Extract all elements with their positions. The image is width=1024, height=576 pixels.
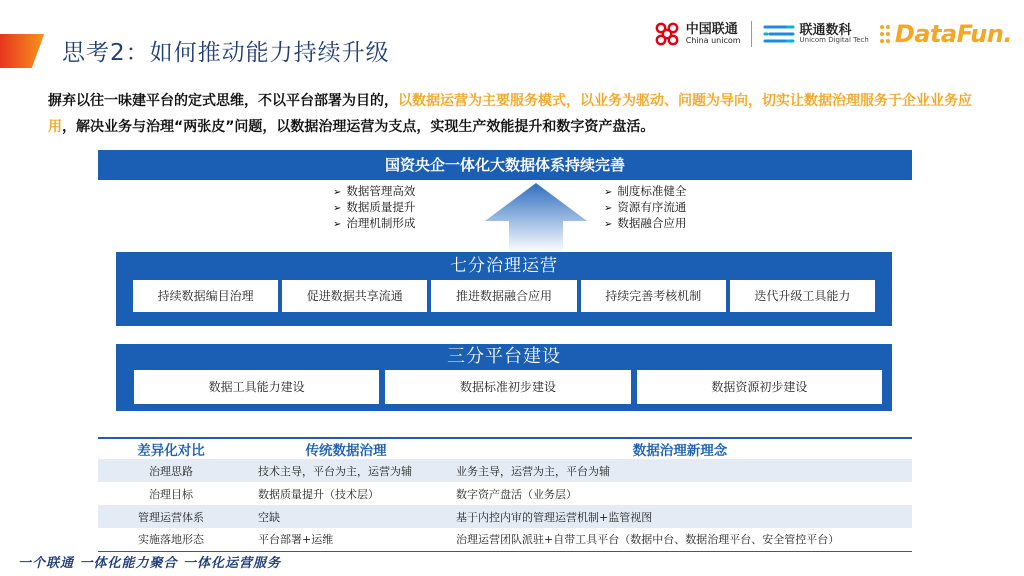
operation-panel [116,252,892,326]
outcomes-left-list [333,184,415,232]
table-cell: 实施落地形态 [138,533,204,547]
datafun-wordmark: DataFun. [894,20,1012,48]
unicom-digital-name-cn: 联通数科 [799,22,852,38]
platform-item: 数据工具能力建设 [134,370,379,404]
table-header: 传统数据治理 [305,443,387,459]
operation-item: 促进数据共享流通 [282,280,427,312]
platform-item: 数据资源初步建设 [637,370,882,404]
table-header: 数据治理新理念 [632,443,728,459]
table-row [98,505,912,528]
operation-item: 持续完善考核机制 [581,280,726,312]
list-item: ➢ 治理机制形成 [333,216,415,232]
unicom-digital-wave-icon [762,22,796,46]
footer-slogan: 一个联通 一体化能力聚合 一体化运营服务 [18,556,282,571]
operation-panel-title: 七分治理运营 [450,256,558,276]
table-cell: 治理目标 [149,487,193,501]
operation-item: 推进数据融合应用 [431,280,576,312]
goal-banner: 国资央企一体化大数据体系持续完善 [98,150,912,180]
intro-part-1: 摒弃以往一味建平台的定式思维，不以平台部署为目的， [48,93,398,109]
table-cell: 数据质量提升（技术层） [258,487,379,501]
operation-item: 迭代升级工具能力 [730,280,875,312]
intro-paragraph [48,88,998,140]
list-item: ➢ 制度标准健全 [604,184,686,200]
platform-item: 数据标准初步建设 [385,370,630,404]
platform-panel-title: 三分平台建设 [447,346,561,367]
intro-highlight: 以数据运营为主要服务模式，以业务为驱动、问题为导向，切实让数据治理服务于企业业务应用 [48,93,972,135]
table-cell: 业务主导，运营为主，平台为辅 [456,464,610,478]
table-cell: 技术主导，平台为主，运营为辅 [258,464,412,478]
table-cell: 治理思路 [149,464,193,478]
operation-item: 持续数据编目治理 [133,280,278,312]
outcomes-right-list [604,184,686,232]
table-cell: 管理运营体系 [138,510,204,524]
intro-part-2: ，解决业务与治理“两张皮”问题，以数据治理运营为支点，实现生产效能提升和数字资产盘活。 [62,119,655,135]
table-row [98,528,912,551]
table-row [98,459,912,482]
platform-panel [116,344,892,411]
logo-group [652,16,1012,52]
page-title: 思考2：如何推动能力持续升级 [62,40,390,66]
title-accent-bar [0,34,44,68]
list-item: ➢ 数据融合应用 [604,216,686,232]
china-unicom-knot-icon [652,19,682,49]
list-item: ➢ 数据管理高效 [333,184,415,200]
table-cell: 平台部署+运维 [258,533,334,547]
unicom-digital-name-en: Unicom Digital Tech [799,36,869,45]
list-item: ➢ 资源有序流通 [604,200,686,216]
platform-item-row [116,370,892,404]
table-cell: 数字资产盘活（业务层） [456,487,577,501]
table-header-row [98,438,912,459]
table-cell: 基于内控内审的管理运营机制+监管视图 [456,510,653,524]
comparison-table [98,437,912,552]
list-item: ➢ 数据质量提升 [333,200,415,216]
datafun-logo [879,20,1012,48]
unicom-digital-logo [762,22,869,46]
table-row [98,482,912,505]
table-cell: 治理运营团队派驻+自带工具平台（数据中台、数据治理平台、安全管控平台） [456,533,840,547]
datafun-dots-icon [879,23,893,45]
china-unicom-name-cn: 中国联通 [685,21,738,37]
china-unicom-name-en: China unicom [685,35,741,45]
table-header: 差异化对比 [137,443,205,459]
table-cell: 空缺 [258,510,280,524]
operation-item-row [116,280,892,312]
logo-divider [751,21,752,47]
china-unicom-logo [652,19,741,49]
upward-arrow-icon [483,181,589,253]
